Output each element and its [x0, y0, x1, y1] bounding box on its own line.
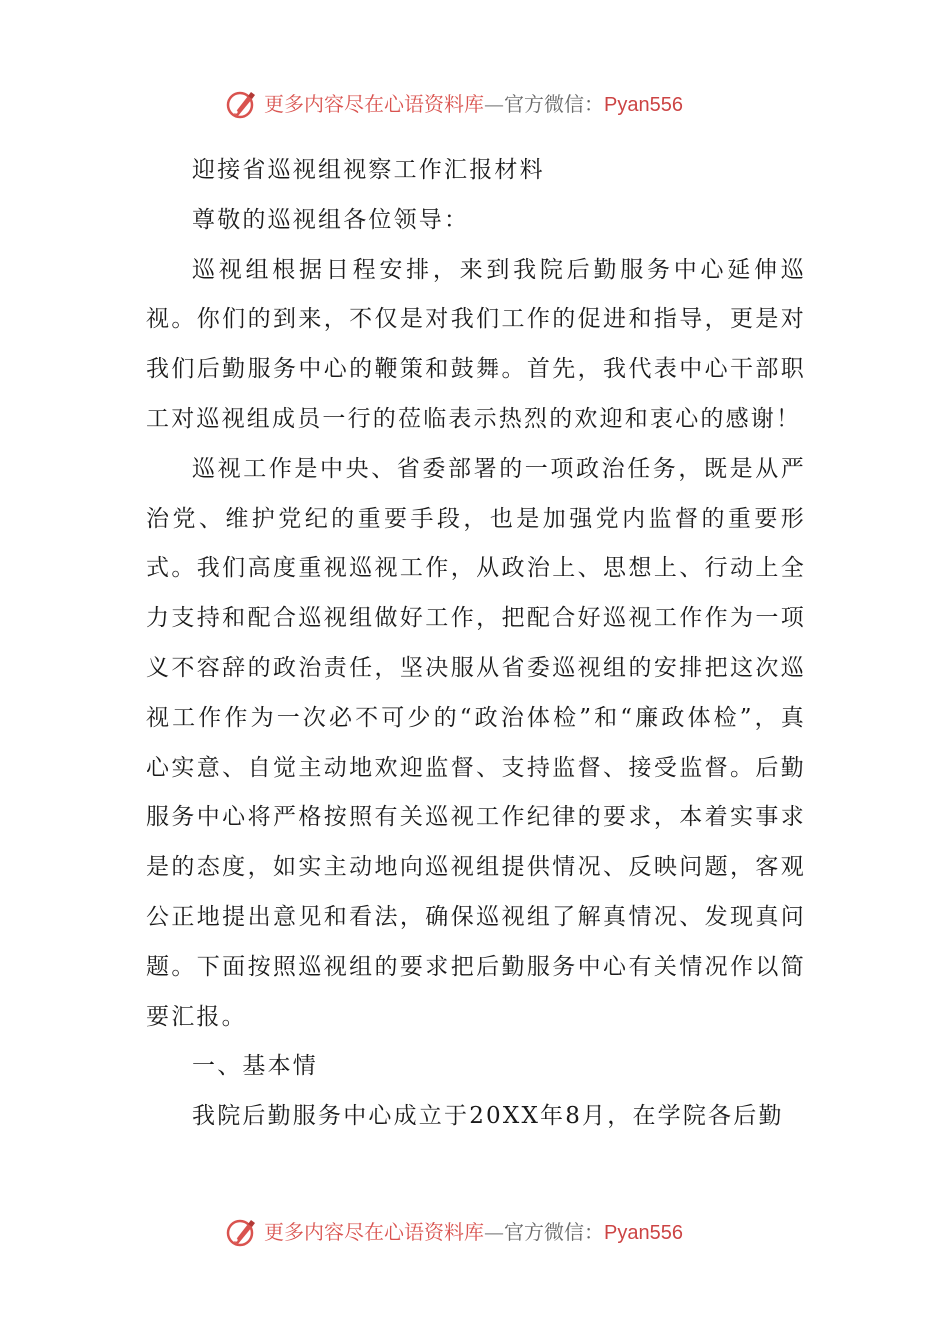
- watermark-name: 更多内容尽在心语资料库: [264, 1219, 484, 1244]
- watermark-official: 官方微信：: [504, 91, 604, 116]
- watermark-dash: —: [484, 91, 504, 116]
- watermark-id: Pyan556: [604, 93, 683, 116]
- watermark-text: [264, 1214, 683, 1251]
- pen-logo-icon: [226, 88, 258, 120]
- pen-logo-icon: [226, 1216, 258, 1248]
- watermark-name: 更多内容尽在心语资料库: [264, 91, 484, 116]
- document-paragraph-3: 我院后勤服务中心成立于20XX年8月，在学院各后勤: [192, 1103, 784, 1130]
- document-salutation: 尊敬的巡视组各位领导：: [192, 206, 470, 233]
- watermark-header: [226, 86, 786, 122]
- document-paragraph-2: 巡视工作是中央、省委部署的一项政治任务，既是从严治党、维护党纪的重要手段，也是加强党内监督的重要形式。我们高度重视巡视工作，从政治上、思想上、行动上全力支持和配合巡视组做好工作，把配合好巡视工作作为一项义不容辞的政治责任，坚决服从省委巡视组的安排把这次巡视工作作为一次必不可少的“政治体检”和“廉政体检”，真心实意、自觉主动地欢迎监督、支持监督、接受监督。后勤服务中心将严格按照有关巡视工作纪律的要求，本着实事求是的态度，如实主动地向巡视组提供情况、反映问题，客观公正地提出意见和看法，确保巡视组了解真情况、发现真问题。下面按照巡视组的要求把后勤服务中心有关情况作以简要汇报。: [146, 455, 806, 1030]
- watermark-footer: [226, 1214, 786, 1250]
- watermark-dash: —: [484, 1219, 504, 1244]
- document-body: [146, 146, 806, 1142]
- document-title: 迎接省巡视组视察工作汇报材料: [192, 157, 545, 183]
- watermark-id: Pyan556: [604, 1221, 683, 1244]
- watermark-official: 官方微信：: [504, 1219, 604, 1244]
- section-heading: 一、基本情: [192, 1053, 318, 1080]
- watermark-text: [264, 86, 683, 123]
- document-paragraph-1: 巡视组根据日程安排，来到我院后勤服务中心延伸巡视。你们的到来，不仅是对我们工作的促进和指导，更是对我们后勤服务中心的鞭策和鼓舞。首先，我代表中心干部职工对巡视组成员一行的莅临表示热烈的欢迎和衷心的感谢！: [146, 256, 806, 432]
